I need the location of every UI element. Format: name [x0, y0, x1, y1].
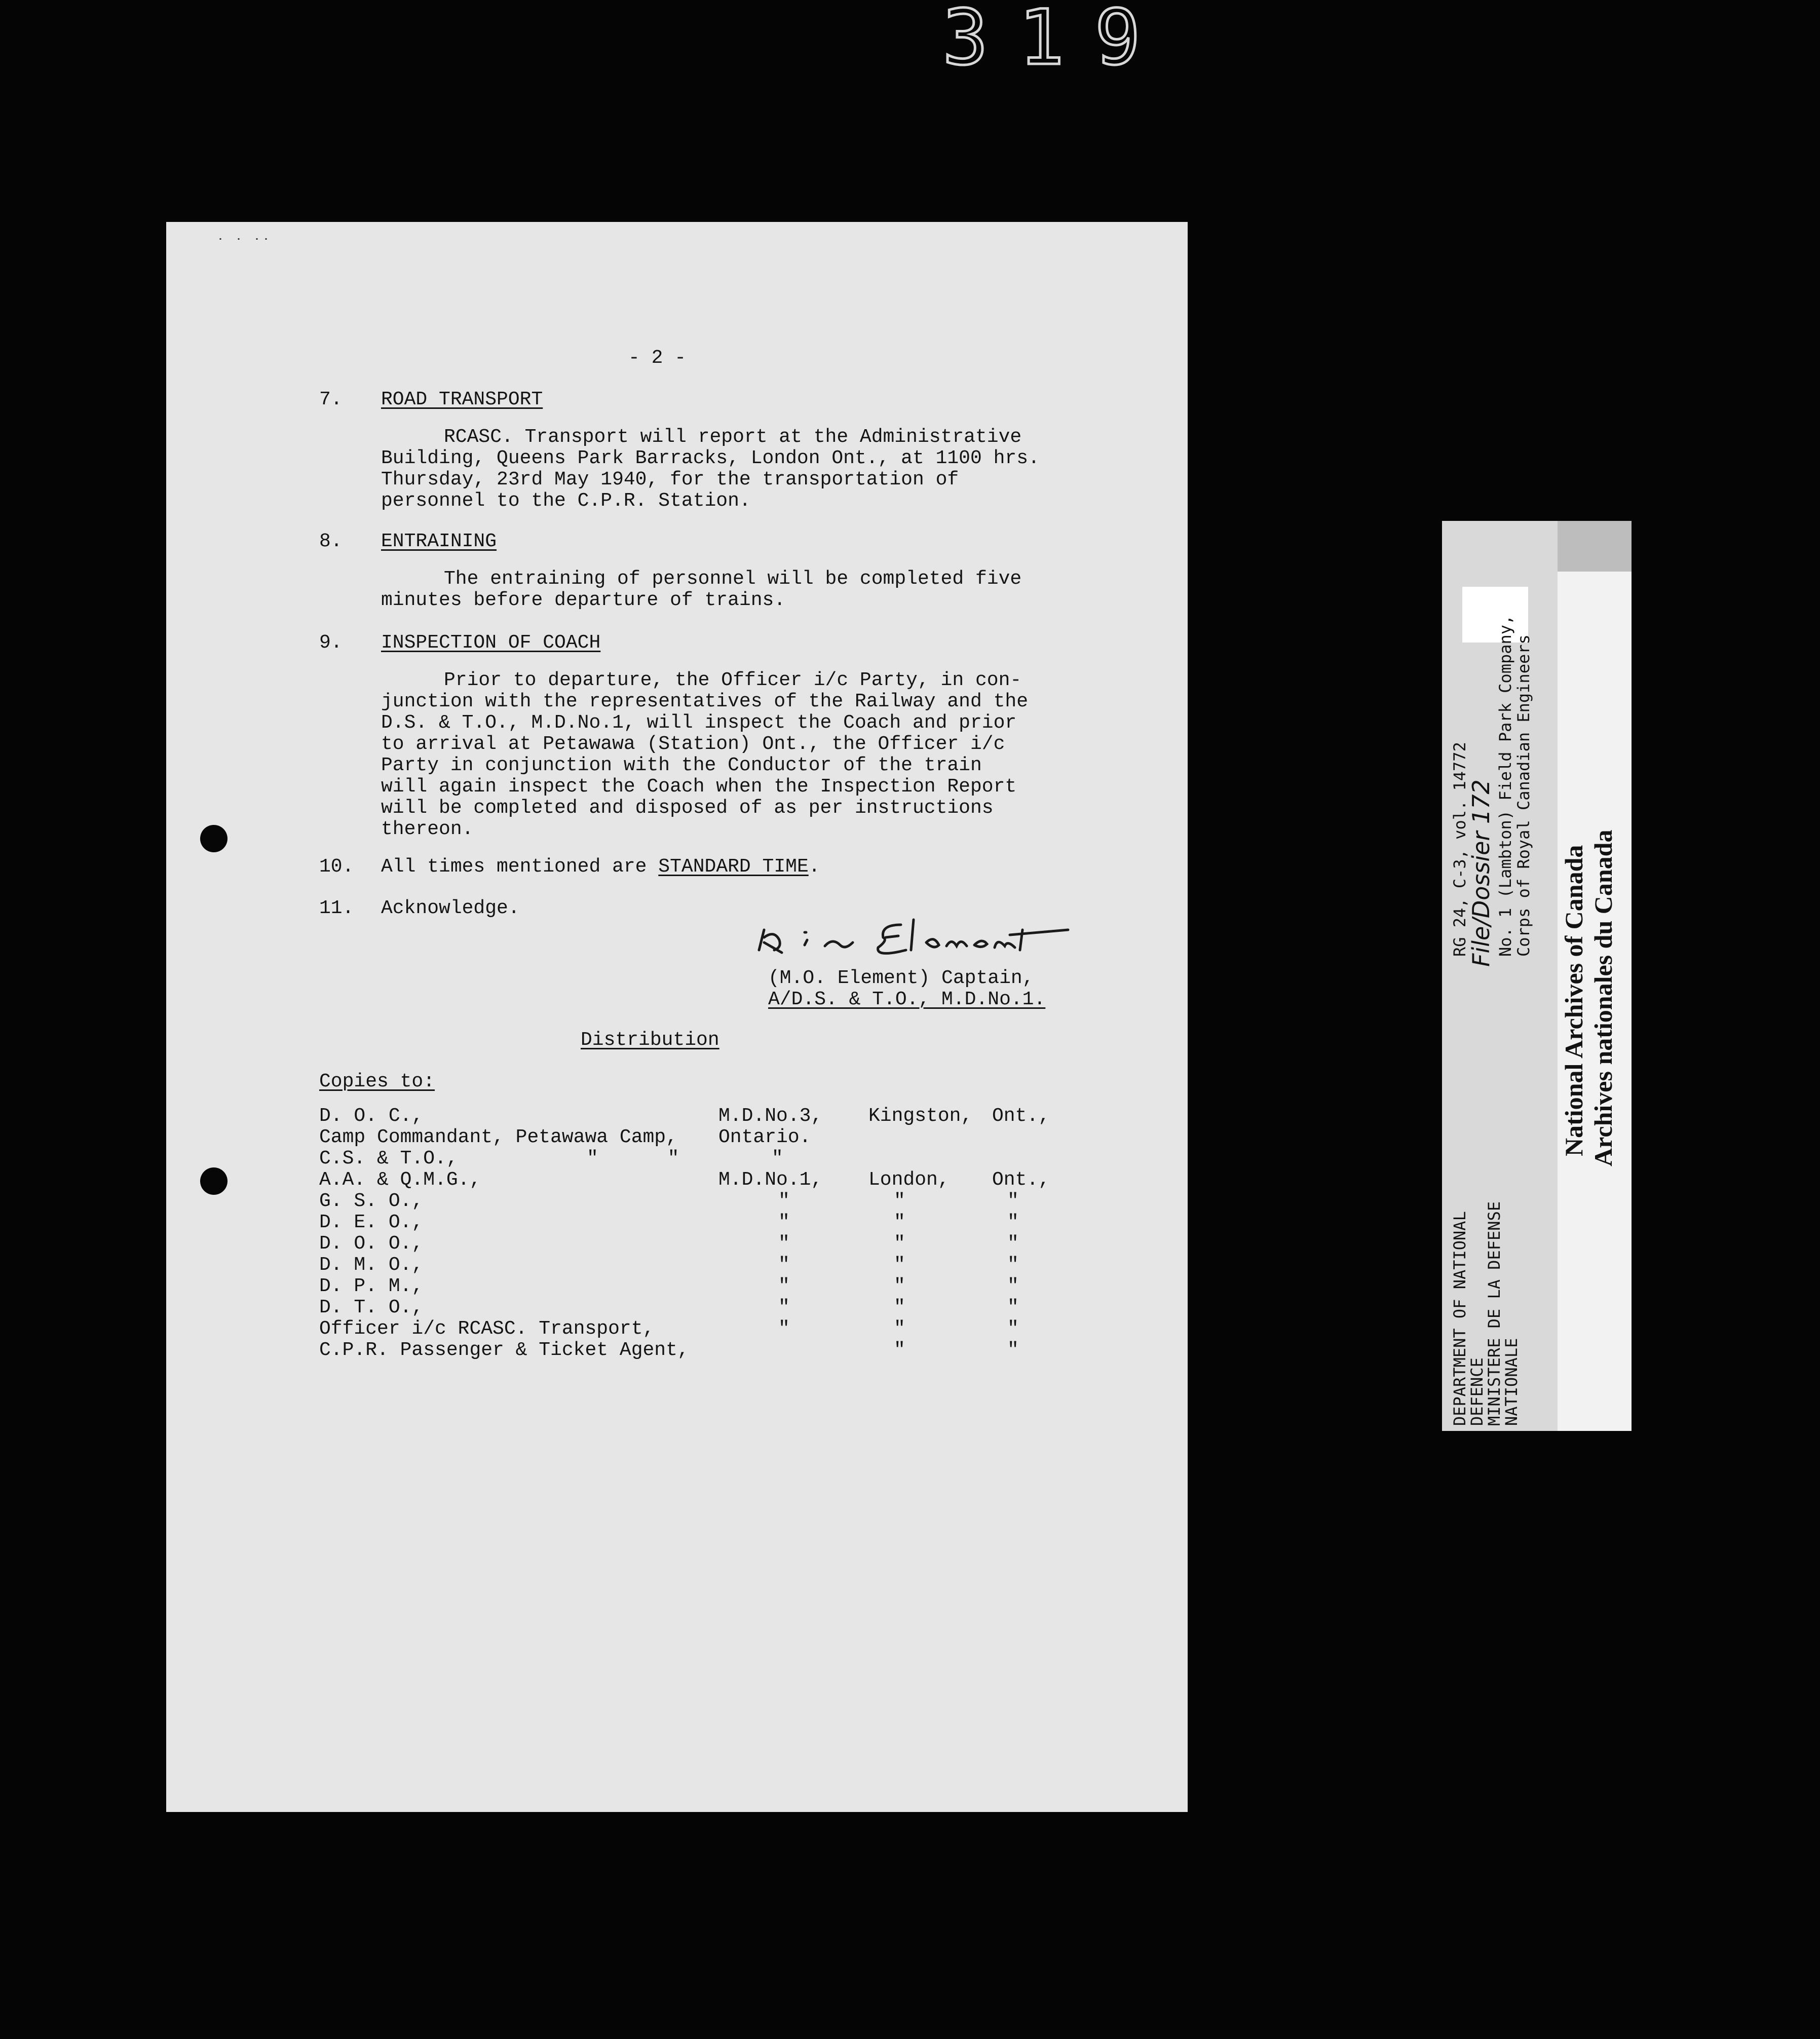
handwritten-signature: [744, 910, 1078, 965]
distribution-ditto: ": [894, 1297, 905, 1318]
section-line: minutes before departure of trains.: [381, 589, 786, 611]
distribution-recipient: A.A. & Q.M.G.,: [319, 1169, 481, 1191]
section-line: The entraining of personnel will be completed five: [444, 568, 1022, 590]
section-line: will again inspect the Coach when the Inspection Report: [381, 776, 1017, 798]
distribution-ditto: ": [778, 1233, 790, 1255]
item-text-before: All times mentioned are: [381, 856, 659, 878]
distribution-ditto: ": [1007, 1297, 1019, 1318]
distribution-ditto: ": [1007, 1212, 1019, 1233]
distribution-recipient: D. E. O.,: [319, 1212, 424, 1233]
distribution-ditto: ": [778, 1212, 790, 1233]
distribution-ditto: ": [778, 1275, 790, 1297]
copies-label: Copies to:: [319, 1071, 435, 1092]
distribution-ditto: ": [1007, 1275, 1019, 1297]
frame-number: 319: [942, 0, 1171, 82]
label-dept-line2: DEFENCE: [1467, 1357, 1487, 1426]
section-line: D.S. & T.O., M.D.No.1, will inspect the Coach and prior: [381, 712, 1017, 734]
section-number: 9.: [319, 632, 343, 654]
distribution-ditto: ": [1007, 1190, 1019, 1212]
distribution-ditto: ": [894, 1275, 905, 1297]
label-dept-line4: NATIONALE: [1502, 1338, 1521, 1426]
distribution-district: Ontario.: [718, 1126, 811, 1148]
section-line: junction with the representatives of the Railway and the: [381, 691, 1029, 712]
distribution-recipient: C.S. & T.O.,: [319, 1148, 458, 1169]
label-archives-en: National Archives of Canada: [1560, 845, 1588, 1156]
distribution-recipient: D. O. C.,: [319, 1105, 424, 1127]
section-heading: INSPECTION OF COACH: [381, 632, 601, 654]
distribution-recipient: Officer i/c RCASC. Transport,: [319, 1318, 655, 1340]
distribution-city: Kingston,: [868, 1105, 973, 1127]
distribution-ditto: ": [778, 1190, 790, 1212]
archive-label: [1442, 521, 1632, 1431]
label-file: File/Dossier 172: [1467, 779, 1495, 967]
distribution-ditto: ": [778, 1297, 790, 1318]
distribution-province: Ont.,: [992, 1169, 1050, 1191]
section-line: Party in conjunction with the Conductor of the train: [381, 754, 982, 776]
signatory-name: (M.O. Element) Captain,: [768, 967, 1034, 989]
section-line: Thursday, 23rd May 1940, for the transportation of: [381, 469, 959, 490]
distribution-ditto: ": [1007, 1233, 1019, 1255]
section-heading: ENTRAINING: [381, 531, 497, 552]
distribution-heading: Distribution: [581, 1029, 719, 1051]
item-number: 10.: [319, 856, 354, 878]
distribution-recipient: Camp Commandant, Petawawa Camp,: [319, 1126, 677, 1148]
section-line: Prior to departure, the Officer i/c Party, in con-: [444, 669, 1022, 691]
standard-time-emphasis: STANDARD TIME: [658, 856, 809, 878]
distribution-recipient: C.P.R. Passenger & Ticket Agent,: [319, 1339, 689, 1361]
section-line: to arrival at Petawawa (Station) Ont., the Officer i/c: [381, 733, 1005, 755]
distribution-ditto: ": [894, 1233, 905, 1255]
distribution-province: Ont.,: [992, 1105, 1050, 1127]
label-dept-line3: MINISTERE DE LA DEFENSE: [1485, 1201, 1504, 1426]
distribution-ditto: " " ": [587, 1148, 783, 1169]
distribution-ditto: ": [1007, 1254, 1019, 1276]
section-line: Building, Queens Park Barracks, London Ont., at 1100 hrs.: [381, 447, 1040, 469]
document-page: [166, 222, 1188, 1812]
section-number: 8.: [319, 531, 343, 552]
label-archives-fr: Archives nationales du Canada: [1589, 829, 1617, 1166]
distribution-district: M.D.No.1,: [718, 1169, 823, 1191]
label-unit-line1: No. 1 (Lambton) Field Park Company,: [1496, 615, 1515, 957]
section-line: thereon.: [381, 818, 474, 840]
distribution-ditto: ": [1007, 1318, 1019, 1340]
distribution-recipient: G. S. O.,: [319, 1190, 424, 1212]
distribution-recipient: D. O. O.,: [319, 1233, 424, 1255]
item-number: 11.: [319, 897, 354, 919]
label-ref: RG 24, C-3, vol. 14772: [1450, 742, 1469, 957]
distribution-ditto: ": [778, 1318, 790, 1340]
section-line: will be completed and disposed of as per instructions: [381, 797, 994, 819]
distribution-ditto: ": [894, 1254, 905, 1276]
distribution-ditto: ": [894, 1318, 905, 1340]
section-heading: ROAD TRANSPORT: [381, 389, 543, 410]
item-text-after: .: [808, 856, 820, 878]
label-unit-line2: Corps of Royal Canadian Engineers: [1514, 634, 1533, 957]
section-number: 7.: [319, 389, 343, 410]
distribution-ditto: ": [894, 1339, 905, 1361]
page-number: - 2 -: [628, 347, 687, 369]
section-line: personnel to the C.P.R. Station.: [381, 490, 751, 512]
distribution-district: M.D.No.3,: [718, 1105, 823, 1127]
label-dept-line1: DEPARTMENT OF NATIONAL: [1450, 1211, 1469, 1426]
distribution-ditto: ": [778, 1254, 790, 1276]
distribution-ditto: ": [894, 1190, 905, 1212]
distribution-recipient: D. P. M.,: [319, 1275, 424, 1297]
item-text: Acknowledge.: [381, 897, 520, 919]
distribution-ditto: ": [894, 1212, 905, 1233]
section-line: RCASC. Transport will report at the Administrative: [444, 426, 1022, 448]
distribution-ditto: ": [1007, 1339, 1019, 1361]
signatory-title: A/D.S. & T.O., M.D.No.1.: [768, 989, 1046, 1010]
distribution-city: London,: [868, 1169, 950, 1191]
paper-specks: ˙ ˙ ˙˙: [216, 237, 271, 254]
distribution-recipient: D. M. O.,: [319, 1254, 424, 1276]
label-text-block: [1442, 521, 1632, 1431]
memo-body: [166, 222, 1188, 1812]
item-text: [381, 856, 820, 878]
distribution-recipient: D. T. O.,: [319, 1297, 424, 1318]
